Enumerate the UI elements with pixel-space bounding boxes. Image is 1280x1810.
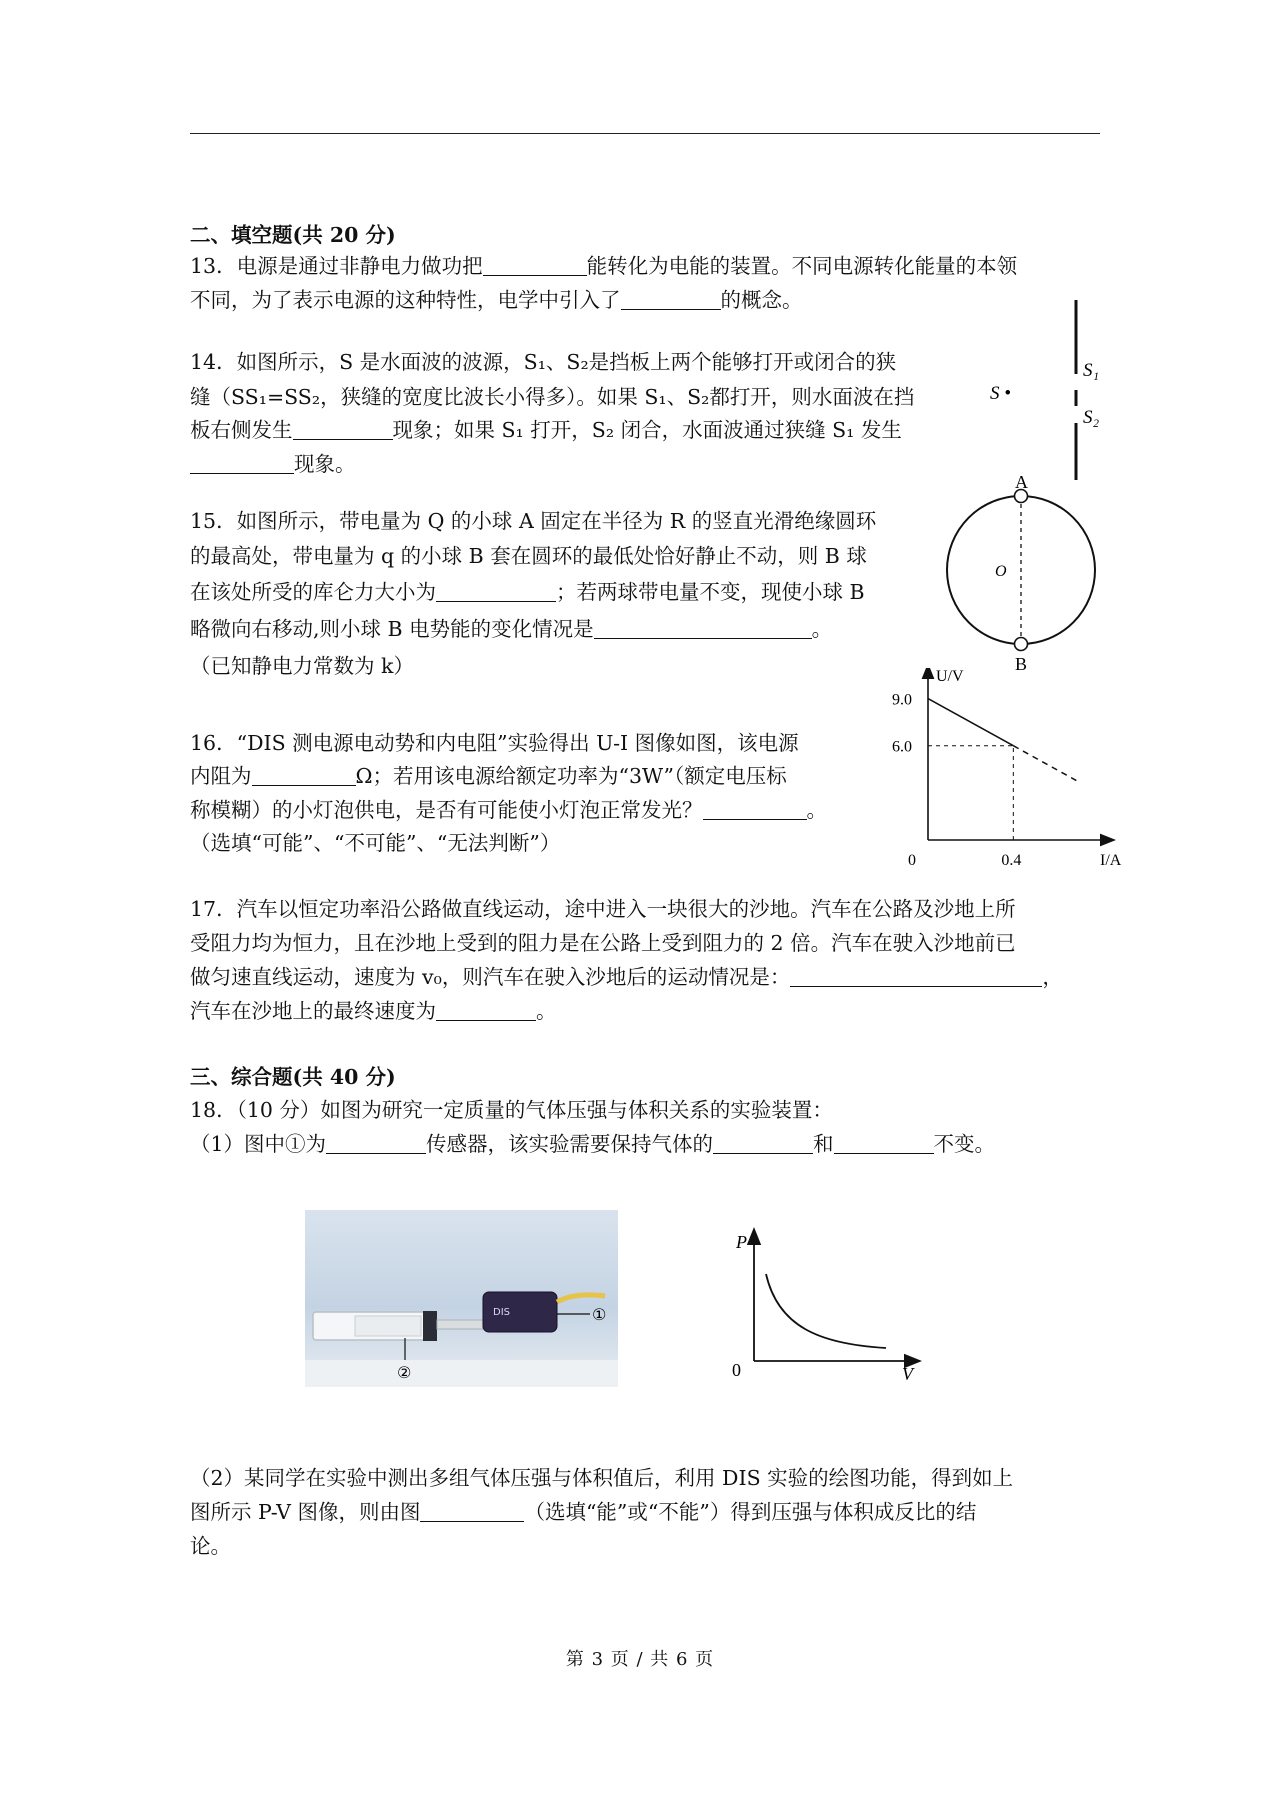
slit-s2-label: S₂ — [1083, 407, 1100, 428]
syringe-neck — [437, 1320, 483, 1329]
apparatus-photo — [305, 1210, 618, 1387]
v-axis-label: V — [902, 1364, 913, 1381]
q15-line-1: 15．如图所示，带电量为 Q 的小球 A 固定在半径为 R 的竖直光滑绝缘圆环 — [190, 509, 877, 533]
q18-part2-line-2: 图所示 P-V 图像，则由图 （选填“能”或“不能”）得到压强与体积成反比的结 — [190, 1500, 977, 1524]
gas-column — [355, 1316, 421, 1336]
section-heading-fill-in: 二、填空题(共 20 分) — [190, 223, 396, 247]
ui-graph — [890, 668, 1130, 888]
answer-blank[interactable] — [252, 763, 356, 786]
q15-line-3: 在该处所受的库仑力大小为 ；若两球带电量不变，现使小球 B — [190, 580, 865, 604]
q14-line-4: 现象。 — [190, 449, 356, 479]
q17-line-1: 17．汽车以恒定功率沿公路做直线运动，途中进入一块很大的沙地。汽车在公路及沙地上所 — [190, 897, 1016, 921]
header-rule — [190, 133, 1100, 134]
series-line-measured — [928, 699, 1013, 746]
q17-line-2: 受阻力均为恒力，且在沙地上受到的阻力是在公路上受到阻力的 2 倍。汽车在驶入沙地前已 — [190, 931, 1016, 955]
center-o-label: O — [995, 563, 1007, 580]
q14-line-1: 14．如图所示，S 是水面波的波源，S₁、S₂是挡板上两个能够打开或闭合的狭 — [190, 350, 897, 374]
answer-blank[interactable] — [713, 1131, 813, 1154]
q13-line-2: 不同，为了表示电源的这种特性，电学中引入了 的概念。 — [190, 288, 803, 312]
pv-curve — [766, 1274, 886, 1348]
label-2: ② — [397, 1363, 412, 1382]
origin-label: 0 — [908, 852, 916, 869]
q14-line-3: 板右侧发生 现象；如果 S₁ 打开，S₂ 闭合，水面波通过狭缝 S₁ 发生 — [190, 418, 902, 442]
x-axis-label: I/A — [1100, 852, 1122, 869]
pv-graph — [718, 1226, 933, 1381]
source-s-label: S • — [990, 383, 1011, 404]
series-line-extrapolated — [1013, 746, 1077, 781]
sensor-logo-text: DIS — [493, 1307, 510, 1318]
answer-blank[interactable] — [293, 417, 393, 440]
answer-blank[interactable] — [594, 616, 812, 639]
pv-origin-label: 0 — [732, 1360, 741, 1380]
answer-blank[interactable] — [703, 797, 807, 820]
apparatus-drawing — [305, 1210, 618, 1387]
q15-line-2: 的最高处，带电量为 q 的小球 B 套在圆环的最低处恰好静止不动，则 B 球 — [190, 544, 867, 568]
answer-blank[interactable] — [483, 253, 587, 276]
answer-blank[interactable] — [621, 287, 721, 310]
slit-s1-label: S₁ — [1083, 360, 1100, 381]
q15-line-5: （已知静电力常数为 k） — [190, 654, 414, 678]
q17-line-3: 做匀速直线运动，速度为 v₀，则汽车在驶入沙地后的运动情况是： ， — [190, 965, 1063, 989]
answer-blank[interactable] — [190, 451, 294, 474]
q17-line-4: 汽车在沙地上的最终速度为 。 — [190, 999, 557, 1023]
q16-line-1: 16．“DIS 测电源电动势和内电阻”实验得出 U-I 图像如图，该电源 — [190, 731, 799, 755]
answer-blank[interactable] — [834, 1131, 934, 1154]
ball-b-label: B — [1015, 654, 1028, 674]
piston — [423, 1311, 437, 1341]
q16-line-4: （选填“可能”、“不可能”、“无法判断”） — [190, 831, 561, 855]
slit-barrier-figure — [980, 298, 1120, 484]
answer-blank[interactable] — [790, 964, 1042, 987]
answer-blank[interactable] — [436, 998, 536, 1021]
q14-line-2: 缝（SS₁=SS₂，狭缝的宽度比波长小得多）。如果 S₁、S₂都打开，则水面波在挡 — [190, 385, 915, 409]
answer-blank[interactable] — [436, 579, 556, 602]
q18-part2-line-1: （2）某同学在实验中测出多组气体压强与体积值后，利用 DIS 实验的绘图功能，得到如上 — [190, 1466, 1014, 1490]
x-tick-label: 0.4 — [1001, 852, 1022, 869]
answer-blank[interactable] — [420, 1499, 524, 1522]
page-footer: 第 3 页 / 共 6 页 — [565, 1649, 715, 1670]
y-tick-label: 6.0 — [892, 738, 912, 756]
q13-line-1: 13．电源是通过非静电力做功把 能转化为电能的装置。不同电源转化能量的本领 — [190, 254, 1018, 278]
y-tick-label: 9.0 — [892, 691, 912, 709]
q15-line-4: 略微向右移动,则小球 B 电势能的变化情况是 。 — [190, 617, 833, 641]
ball-a-label: A — [1015, 472, 1028, 492]
q18-part2-line-3: 论。 — [190, 1534, 231, 1558]
ring-figure — [935, 470, 1105, 675]
label-1: ① — [592, 1305, 607, 1324]
q18-line-2: （1）图中①为 传感器，该实验需要保持气体的 和 不变。 — [190, 1132, 996, 1156]
sensor-cable — [557, 1295, 605, 1302]
section-heading-comprehensive: 三、综合题(共 40 分) — [190, 1065, 396, 1089]
q16-line-2: 内阻为 Ω；若用该电源给额定功率为“3W”（额定电压标 — [190, 764, 787, 788]
ball-b — [1015, 638, 1028, 651]
p-axis-label: P — [736, 1232, 747, 1252]
y-axis-label: U/V — [936, 668, 964, 685]
table-surface — [305, 1360, 618, 1387]
q18-line-1: 18．（10 分）如图为研究一定质量的气体压强与体积关系的实验装置： — [190, 1098, 833, 1122]
q16-line-3: 称模糊）的小灯泡供电，是否有可能使小灯泡正常发光？ 。 — [190, 798, 827, 822]
answer-blank[interactable] — [326, 1131, 426, 1154]
